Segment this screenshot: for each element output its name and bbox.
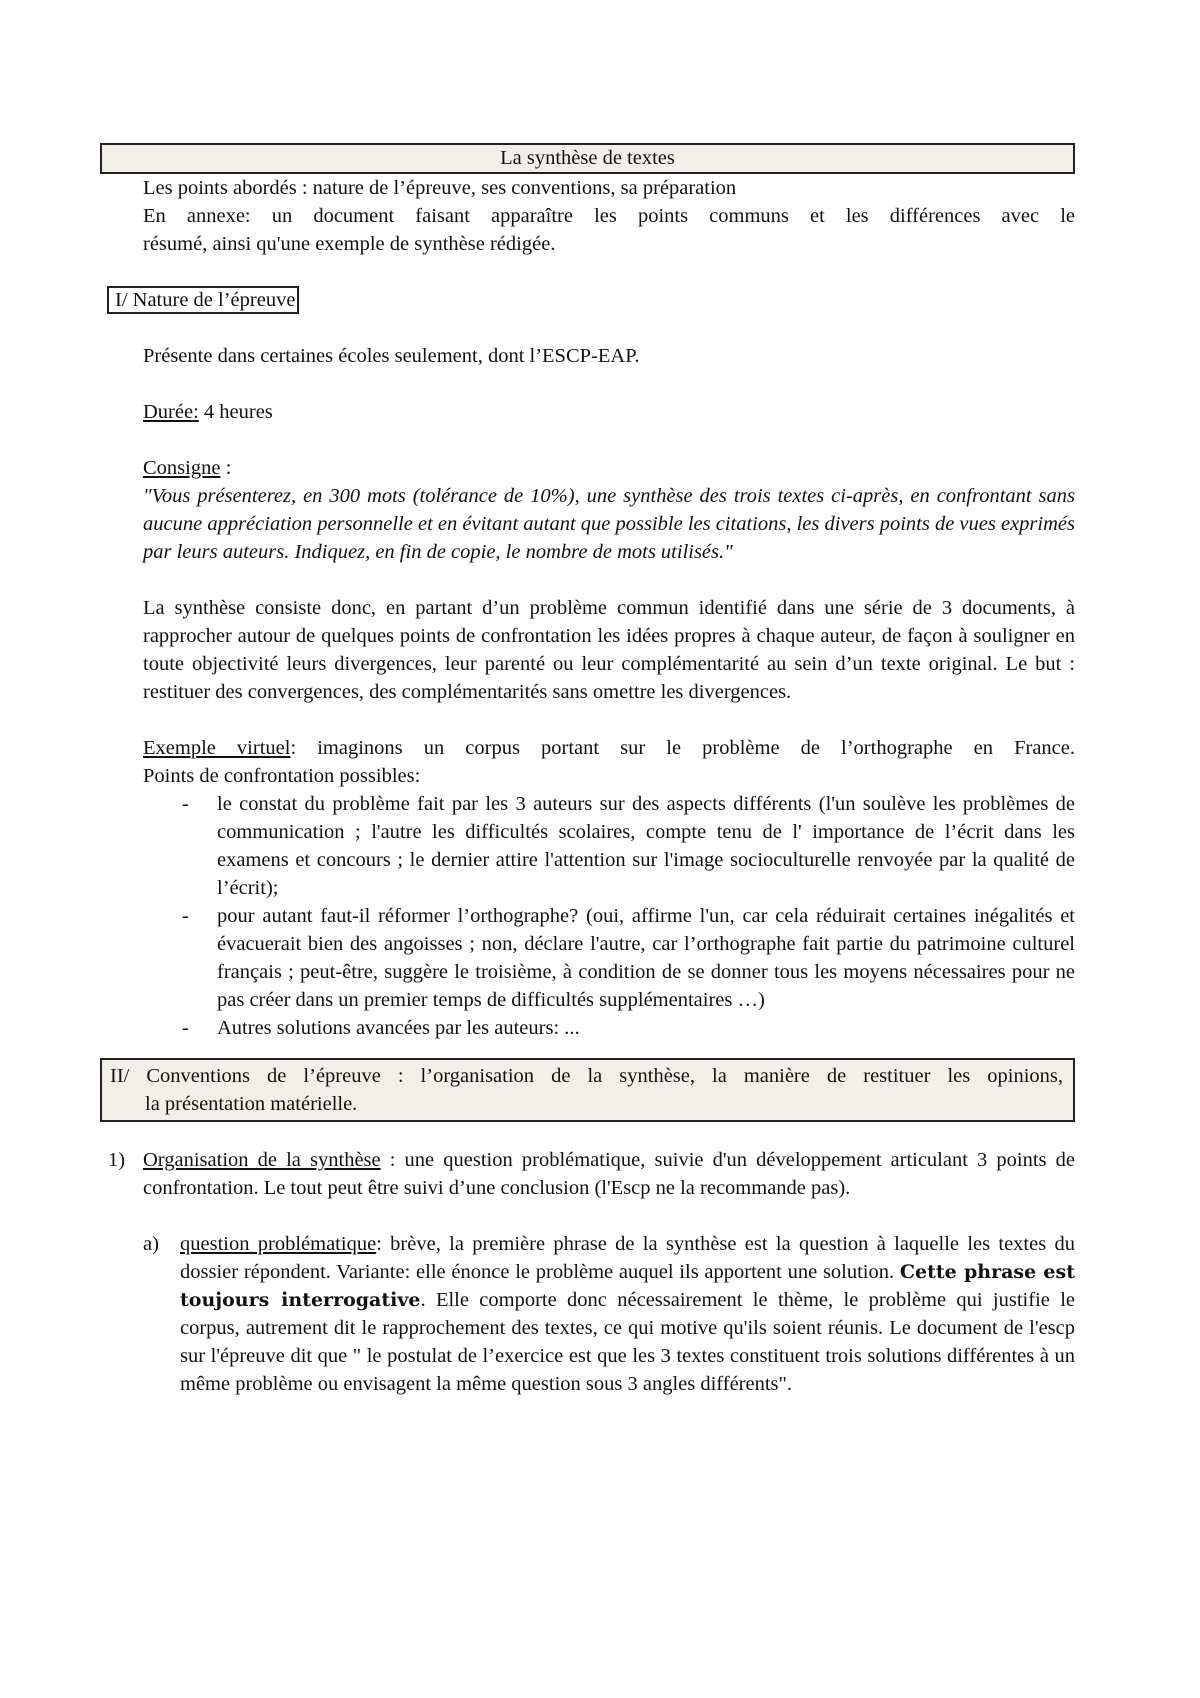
- item-1: [100, 1146, 1075, 1202]
- section-2-heading-line-1: II/ Conventions de l’épreuve : l’organisation de la synthèse, la manière de restituer les opinions,: [110, 1065, 1063, 1087]
- exemple-line: [100, 734, 1075, 762]
- item-1-marker: 1): [108, 1149, 126, 1171]
- item-a-marker: a): [143, 1233, 159, 1255]
- list-item: - Autres solutions avancées par les auteurs: ...: [217, 1014, 1075, 1042]
- synthese-paragraph: La synthèse consiste donc, en partant d’un problème commun identifié dans une série de 3 documents, à rapprocher autour de quelques points de confrontation les idées propres à chaque auteur, de façon à souligner en toute objectivité leurs divergences, leur parenté ou leur complémentarité au sein d’un texte original. Le but : restituer des convergences, des complémentarités sans omettre les divergences.: [143, 597, 1075, 703]
- section-2-heading-box: [100, 1058, 1075, 1122]
- item-a: [100, 1230, 1075, 1398]
- consigne-label: Consigne: [143, 457, 221, 479]
- duree-line: [100, 398, 1075, 426]
- confrontation-list: [100, 790, 1075, 1042]
- points-intro: Points de confrontation possibles:: [143, 765, 421, 787]
- presence-line: Présente dans certaines écoles seulement, dont l’ESCP-EAP.: [143, 345, 640, 367]
- item-1-label: Organisation de la synthèse: [143, 1149, 381, 1171]
- section-2-heading-line-2: la présentation matérielle.: [145, 1093, 358, 1115]
- item-a-label: question problématique: [180, 1233, 377, 1255]
- intro-line-3: résumé, ainsi qu'une exemple de synthèse rédigée.: [143, 233, 556, 255]
- item-a-bold: Cette phrase est toujours interrogative: [180, 1261, 1075, 1311]
- document-title: La synthèse de textes: [500, 147, 675, 169]
- exemple-text: : imaginons un corpus portant sur le problème de l’orthographe en France.: [290, 737, 1076, 759]
- intro-line-2: En annexe: un document faisant apparaître les points communs et les différences avec le: [143, 205, 1075, 227]
- document-title-box: [100, 143, 1075, 174]
- duree-value: 4 heures: [198, 401, 273, 423]
- section-1-heading-row: [100, 286, 1075, 314]
- item-1-text: : une question problématique, suivie d'un développement articulant 3 points de confrontation. Le tout peut être suivi d’une conclusion (l'Escp ne la recommande pas).: [143, 1149, 1075, 1199]
- item-a-text-2: . Elle comporte donc nécessairement le thème, le problème qui justifie le corpus, autrement dit le rapprochement des textes, ce qui motive qu'ils soient réunis. Le document de l'escp sur l'épreuve dit que " le postulat de l’exercice est que les 3 textes constituent trois solutions différentes à un même problème ou envisagent la même question sous 3 angles différents".: [180, 1289, 1075, 1395]
- document-content: [100, 143, 1075, 1398]
- list-item: - le constat du problème fait par les 3 auteurs sur des aspects différents (l'un soulève les problèmes de communication ; l'autre les difficultés scolaires, compte tenu de l' importance de l’écrit dans les examens et concours ; le dernier attire l'attention sur l'image socioculturelle renvoyée par la qualité de l’écrit);: [217, 790, 1075, 902]
- consigne-colon: :: [220, 457, 232, 479]
- list-item: - pour autant faut-il réformer l’orthographe? (oui, affirme l'un, car cela réduirait certaines inégalités et évacuerait bien des angoisses ; non, déclare l'autre, car l’orthographe fait partie du patrimoine culturel français ; peut-être, suggère le troisième, à condition de se donner tous les moyens nécessaires pour ne pas créer dans un premier temps de difficultés supplémentaires …): [217, 902, 1075, 1014]
- consigne-text: "Vous présenterez, en 300 mots (tolérance de 10%), une synthèse des trois textes ci-après, en confrontant sans aucune appréciation personnelle et en évitant autant que possible les citations, les divers points de vues exprimés par leurs auteurs. Indiquez, en fin de copie, le nombre de mots utilisés.": [143, 485, 1075, 563]
- intro-line-1: Les points abordés : nature de l’épreuve, ses conventions, sa préparation: [143, 177, 737, 199]
- consigne-line: [100, 454, 1075, 482]
- exemple-label: Exemple virtuel: [143, 737, 291, 759]
- duree-label: Durée:: [143, 401, 199, 423]
- section-1-heading: I/ Nature de l’épreuve: [107, 286, 299, 314]
- item-a-text-1: : brève, la première phrase de la synthèse est la question à laquelle les textes du dossier répondent. Variante: elle énonce le problème auquel ils apportent une solution.: [180, 1233, 1076, 1283]
